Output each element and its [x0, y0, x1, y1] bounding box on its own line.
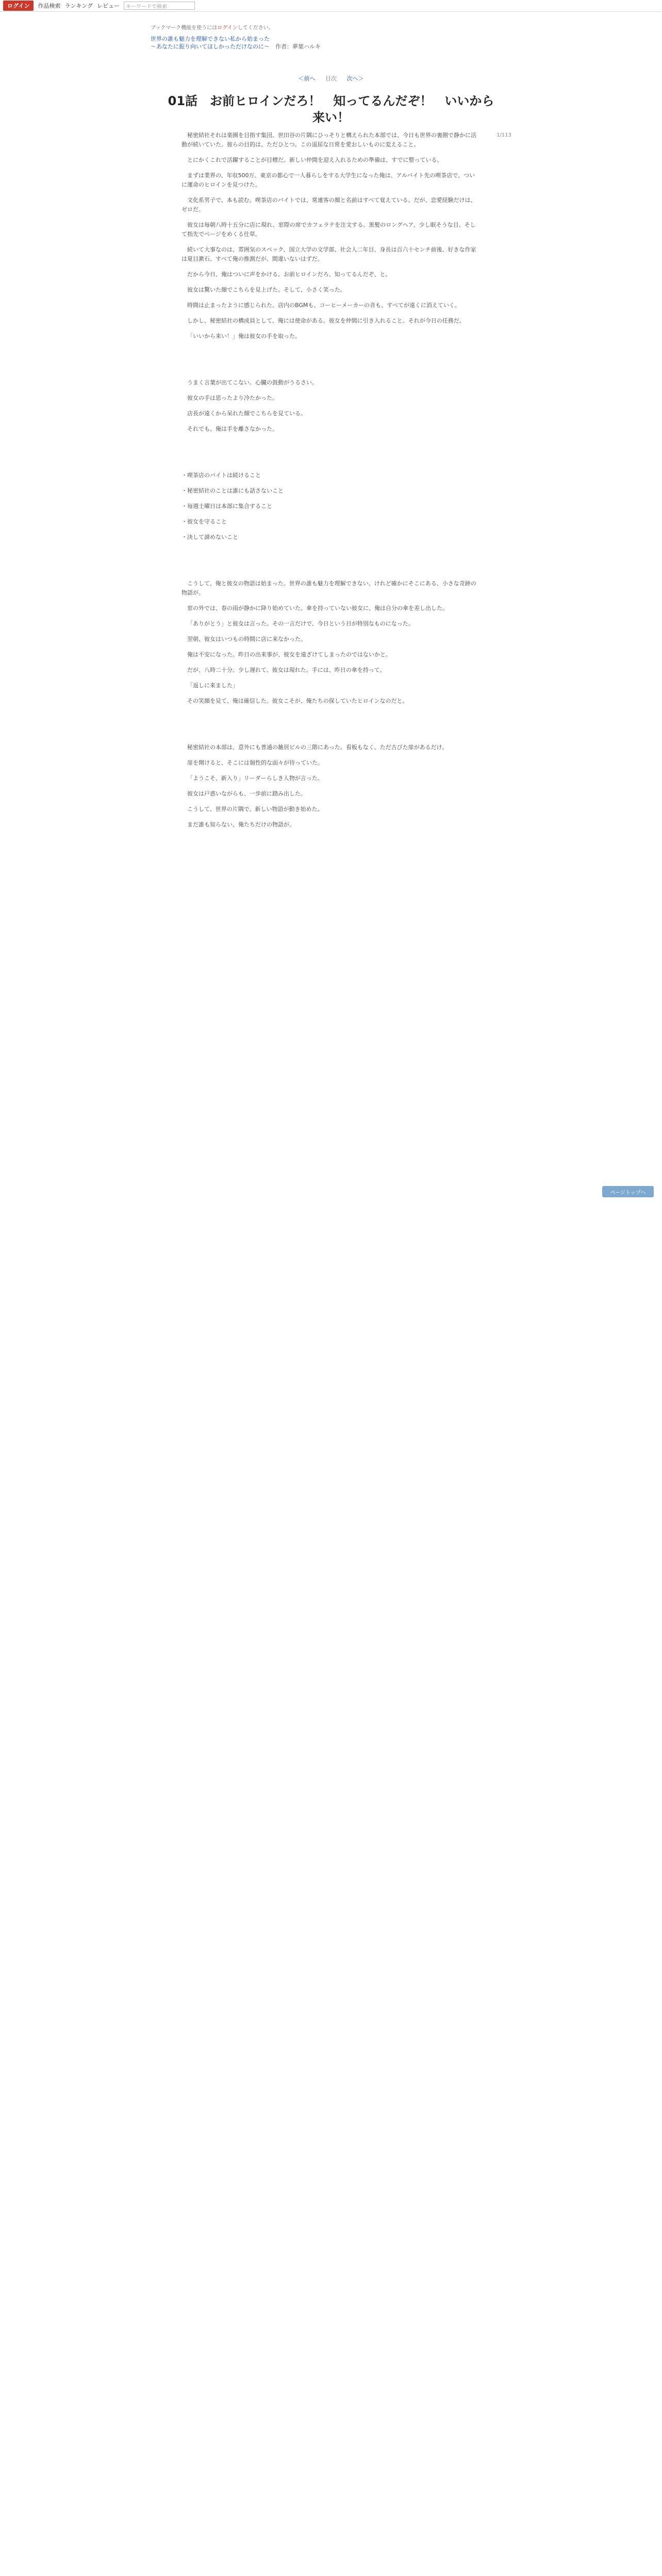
- paragraph: 秘密結社それは楽園を目指す集団。世田谷の片隅にひっそりと構えられた本部では、今日も世界の裏側で静かに活動が続いていた。彼らの目的は、ただひとつ。この退屈な日常を愛おしいものに変えること。: [181, 132, 476, 148]
- paragraph: 「ようこそ、新入り」リーダーらしき人物が言った。: [187, 775, 323, 782]
- paragraph: うまく言葉が出てこない。心臓の鼓動がうるさい。: [187, 379, 318, 386]
- toc-link[interactable]: 目次: [325, 75, 337, 82]
- paragraph: 窓の外では、春の雨が静かに降り始めていた。傘を持っていない彼女に、俺は自分の傘を差し出した。: [187, 605, 448, 612]
- paragraph: 「ありがとう」と彼女は言った。その一言だけで、今日という日が特別なものになった。: [187, 620, 414, 627]
- nav-search[interactable]: 作品検索: [38, 3, 61, 9]
- paragraph: その笑顔を見て、俺は確信した。彼女こそが、俺たちの探していたヒロインなのだと。: [187, 698, 408, 704]
- login-notice: ブックマーク機能を使うにはログインしてください。: [151, 25, 274, 31]
- paragraph: 「返しに来ました」: [187, 682, 238, 689]
- list-item: ・彼女を守ること: [181, 518, 227, 525]
- paragraph: それでも、俺は手を離さなかった。: [187, 426, 278, 432]
- paragraph: 彼女は戸惑いながらも、一歩前に踏み出した。: [187, 790, 306, 797]
- paragraph: 俺は不安になった。昨日の出来事が、彼女を遠ざけてしまったのではないかと。: [187, 651, 391, 658]
- list-item: ・喫茶店のバイトは続けること: [181, 472, 261, 479]
- list-item: ・決して諦めないこと: [181, 534, 238, 540]
- chapter-title: 01話 お前ヒロインだろ！ 知ってるんだぞ！ いいから来い！: [168, 94, 494, 125]
- paragraph: 彼女は驚いた顔でこちらを見上げた。そして、小さく笑った。: [187, 286, 346, 293]
- search-input[interactable]: キーワードで検索: [124, 2, 195, 10]
- page-top-button[interactable]: ページトップへ: [602, 1186, 654, 1197]
- nav-ranking[interactable]: ランキング: [64, 3, 93, 9]
- paragraph: 扉を開けると、そこには個性的な面々が待っていた。: [187, 759, 323, 766]
- paragraph: 文化系男子で、本も読む。喫茶店のバイトでは、常連客の顔と名前はすべて覚えている。だが、恋愛経験だけは、ゼロだ。: [181, 197, 476, 213]
- paragraph: 「いいから来い！」俺は彼女の手を取った。: [187, 333, 301, 340]
- paragraph: 翌朝、彼女はいつもの時間に店に来なかった。: [187, 636, 306, 642]
- paragraph: だから今日、俺はついに声をかける。お前ヒロインだろ、知ってるんだぞ、と。: [187, 271, 391, 278]
- paragraph: 彼女の手は思ったより冷たかった。: [187, 395, 278, 401]
- paragraph: しかし、秘密結社の構成員として、俺には使命がある。彼女を仲間に引き入れること。それが今日の任務だ。: [187, 317, 465, 324]
- paragraph: まだ誰も知らない、俺たちだけの物語が。: [187, 821, 295, 828]
- login-button[interactable]: ログイン: [3, 1, 34, 11]
- paragraph: 続いて大事なのは、雰囲気のスペック、国立大学の文学部、社会人二年目、身長は百六十センチ前後、好きな作家は夏目漱石。すべて俺の推測だが、間違いないはずだ。: [181, 246, 476, 262]
- next-link[interactable]: 次へ＞: [346, 75, 364, 82]
- author-meta[interactable]: 作者：夢葉ハルキ: [275, 43, 321, 50]
- list-item: ・毎週土曜日は本部に集合すること: [181, 503, 272, 510]
- paragraph: 店長が遠くから呆れた顔でこちらを見ている。: [187, 410, 306, 417]
- login-link[interactable]: ログイン: [217, 25, 238, 31]
- paragraph: だが、八時二十分。少し遅れて、彼女は現れた。手には、昨日の傘を持って。: [187, 667, 386, 673]
- list-item: ・秘密結社のことは誰にも話さないこと: [181, 487, 284, 494]
- paragraph: 彼女は毎朝八時十五分に店に現れ、窓際の席でカフェラテを注文する。黒髪のロングヘア、少し眠そうな目、そして指先でページをめくる仕草。: [181, 222, 476, 238]
- paragraph: まずは業界の、年収500万、東京の都心で一人暮らしをする大学生になった俺は、アルバイト先の喫茶店で、ついに運命のヒロインを見つけた。: [181, 172, 475, 188]
- breadcrumb: [151, 35, 511, 50]
- series-link[interactable]: 世界の誰も魅力を理解できない私から始まった: [151, 36, 270, 42]
- nav-review[interactable]: レビュー: [97, 3, 120, 9]
- page-number: 1/113: [496, 132, 511, 138]
- paragraph: 時間は止まったように感じられた。店内のBGMも、コーヒーメーカーの音も、すべてが遠くに消えていく。: [187, 302, 460, 309]
- main-content: [151, 23, 511, 829]
- pager: [151, 74, 511, 82]
- paragraph: こうして、俺と彼女の物語は始まった。世界の誰も魅力を理解できない、けれど確かにそこにある、小さな奇跡の物語が。: [181, 580, 476, 596]
- chapter-body: [151, 131, 511, 829]
- prev-link[interactable]: ＜前へ: [298, 75, 316, 82]
- paragraph: とにかくこれで活躍することが目標だ。新しい仲間を迎え入れるための準備は、すでに整っている。: [187, 157, 443, 163]
- paragraph: こうして、世界の片隅で、新しい物語が動き始めた。: [187, 806, 323, 812]
- paragraph: 秘密結社の本部は、意外にも普通の雑居ビルの三階にあった。看板もなく、ただ古びた扉があるだけ。: [187, 744, 448, 751]
- top-bar: [0, 0, 662, 12]
- series-subtitle: 〜あなたに振り向いてほしかっただけなのに〜: [151, 43, 270, 50]
